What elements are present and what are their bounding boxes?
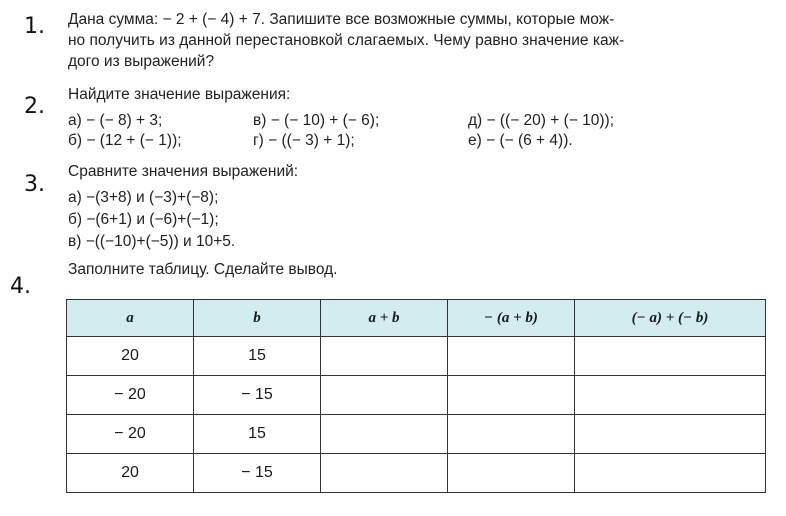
table-row bbox=[67, 454, 766, 493]
task-2-item-g: г) − ((− 3) + 1); bbox=[253, 132, 355, 149]
task-2-item-e: е) − (− (6 + 4)). bbox=[468, 132, 573, 149]
task-3-item-a: а) −(3+8) и (−3)+(−8); bbox=[68, 189, 219, 206]
header-a: a bbox=[67, 300, 194, 337]
task-1-line-3: дого из выражений? bbox=[68, 53, 215, 70]
cell-a: − 20 bbox=[67, 376, 194, 415]
cell-neg-sum[interactable] bbox=[448, 337, 575, 376]
cell-sum-of-negatives[interactable] bbox=[575, 454, 766, 493]
cell-neg-sum[interactable] bbox=[448, 376, 575, 415]
task-1-line-2: но получить из данной перестановкой слагаемых. Чему равно значение каж- bbox=[68, 32, 625, 49]
task-1-line-1: Дана сумма: − 2 + (− 4) + 7. Запишите все возможные суммы, которые мож- bbox=[68, 11, 615, 28]
cell-b: 15 bbox=[194, 415, 321, 454]
task-2-item-d: д) − ((− 20) + (− 10)); bbox=[468, 112, 615, 129]
table-row bbox=[67, 415, 766, 454]
cell-a: 20 bbox=[67, 454, 194, 493]
cell-a-plus-b[interactable] bbox=[321, 337, 448, 376]
task-2-item-a: а) − (− 8) + 3; bbox=[68, 112, 163, 129]
cell-b: 15 bbox=[194, 337, 321, 376]
values-table bbox=[66, 299, 766, 493]
cell-neg-sum[interactable] bbox=[448, 415, 575, 454]
task-3-title: Сравните значения выражений: bbox=[68, 163, 299, 180]
cell-b: − 15 bbox=[194, 454, 321, 493]
cell-a-plus-b[interactable] bbox=[321, 454, 448, 493]
cell-a-plus-b[interactable] bbox=[321, 415, 448, 454]
cell-sum-of-negatives[interactable] bbox=[575, 337, 766, 376]
task-1-number: 1. bbox=[24, 14, 45, 39]
header-b: b bbox=[194, 300, 321, 337]
cell-b: − 15 bbox=[194, 376, 321, 415]
cell-neg-sum[interactable] bbox=[448, 454, 575, 493]
task-2-number: 2. bbox=[24, 94, 45, 119]
task-2-item-b: б) − (12 + (− 1)); bbox=[68, 132, 182, 149]
task-2-title: Найдите значение выражения: bbox=[68, 86, 291, 103]
task-4-title: Заполните таблицу. Сделайте вывод. bbox=[68, 261, 338, 278]
cell-a: 20 bbox=[67, 337, 194, 376]
cell-sum-of-negatives[interactable] bbox=[575, 376, 766, 415]
task-3-item-v: в) −((−10)+(−5)) и 10+5. bbox=[68, 233, 236, 250]
table-row bbox=[67, 376, 766, 415]
table-header-row bbox=[67, 300, 766, 337]
cell-a-plus-b[interactable] bbox=[321, 376, 448, 415]
task-4-number: 4. bbox=[10, 274, 31, 299]
header-a-plus-b: a + b bbox=[321, 300, 448, 337]
task-3-item-b: б) −(6+1) и (−6)+(−1); bbox=[68, 211, 219, 228]
cell-a: − 20 bbox=[67, 415, 194, 454]
cell-sum-of-negatives[interactable] bbox=[575, 415, 766, 454]
task-2-item-v: в) − (− 10) + (− 6); bbox=[253, 112, 380, 129]
table-row bbox=[67, 337, 766, 376]
task-3-number: 3. bbox=[24, 172, 45, 197]
header-neg-sum: − (a + b) bbox=[448, 300, 575, 337]
header-sum-of-negatives: (− a) + (− b) bbox=[575, 300, 766, 337]
